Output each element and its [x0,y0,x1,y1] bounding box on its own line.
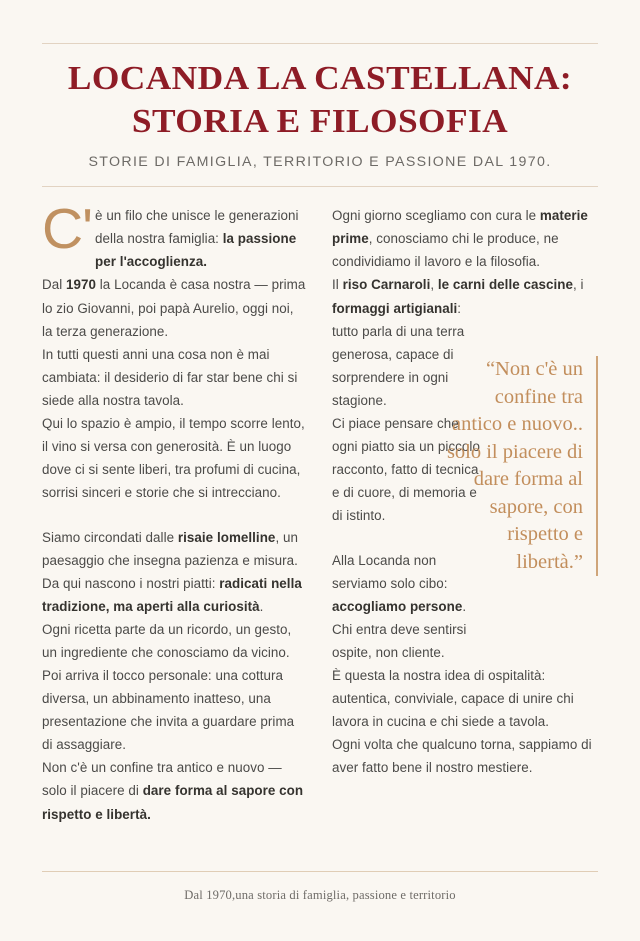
right-p1-text-a: Ogni giorno scegliamo con cura le [332,208,540,224]
page-subtitle: STORIE DI FAMIGLIA, TERRITORIO E PASSIONE DAL 1970. [88,154,552,171]
right-p2-text-c: , i [572,277,584,293]
article-columns [42,197,598,825]
right-p1-bold: materie prime [332,208,588,247]
drop-cap: C' [42,197,93,262]
footer-divider [42,871,598,872]
page-footer [42,871,598,903]
left-p1-text: è un filo che unisce le generazioni della nostra famiglia: [95,208,299,247]
left-p6-bold: radicati nella tradizione, ma aperti alla curiosità [42,576,302,615]
right-paragraph-3: tutto parla di una terra generosa, capace di sorprendere in ogni stagione. [332,323,465,408]
right-p1-text-b: , conosciamo chi le produce, ne condividiamo il lavoro e la filosofia. [332,231,559,270]
right-p2-bold-3: formaggi artigianali [332,300,458,316]
left-paragraph-5 [42,526,306,572]
masthead [42,44,598,170]
left-paragraph-2 [42,273,306,342]
left-paragraph-9 [42,756,306,825]
right-paragraph-1 [332,204,596,273]
left-p2-text-b: la Locanda è casa nostra — prima lo zio Giovanni, poi papà Aurelio, oggi noi, la terza generazione. [42,277,306,339]
left-paragraph-6 [42,572,306,618]
left-p2-text-a: Dal [42,277,67,293]
left-paragraph-8: Poi arriva il tocco personale: una cottura diversa, un abbinamento inatteso, una presentazione che invita a guardare prima di assaggiare. [42,668,295,753]
left-p6-text-b: . [259,599,264,615]
right-p2-text-b: , [430,277,438,293]
left-column [42,197,306,825]
right-p5-text-a: Alla Locanda non serviamo solo cibo: [332,553,448,592]
footer-text: Dal 1970,una storia di famiglia, passione e territorio [184,888,456,902]
right-p5-bold: accogliamo persone [332,599,463,615]
header-bottom-divider [42,186,598,187]
left-paragraph-1 [42,197,306,273]
right-p2-bold-2: le carni delle cascine [437,277,573,293]
title-line-1: LOCANDA LA CASTELLANA: [67,60,573,97]
right-paragraph-4: Ci piace pensare che ogni piatto sia un piccolo racconto, fatto di tecnica e di cuore, di memoria e di istinto. [332,415,480,523]
right-p2-bold-1: riso Carnaroli [342,277,431,293]
pull-quote: “Non c'è un confine tra antico e nuovo.. solo il piacere di dare forma al sapore, con rispetto e libertà.” [446,356,598,576]
paragraph-spacer [42,504,306,526]
page-title [31,57,609,143]
right-paragraph-7: È questa la nostra idea di ospitalità: autentica, conviviale, capace di unire chi lavora in cucina e chi siede a tavola. [332,668,574,730]
right-p2-text-d: : [457,300,462,316]
left-p2-year: 1970 [66,277,97,293]
left-p5-text-a: Siamo circondati dalle [42,529,178,545]
left-p9-text-a: Non c'è un confine tra antico e nuovo — solo il piacere di [42,760,282,799]
right-paragraph-6: Chi entra deve sentirsi ospite, non cliente. [332,622,467,661]
right-paragraph-2 [332,273,596,319]
left-paragraph-4: Qui lo spazio è ampio, il tempo scorre lento, il vino si versa con generosità. È un luogo dove ci si sente liberi, tra profumi di cucina, sorrisi sinceri e storie che si intrecciano. [42,415,305,500]
title-line-2: STORIA E FILOSOFIA [131,103,509,141]
right-p5-text-b: . [462,599,467,615]
right-paragraph-8: Ogni volta che qualcuno torna, sappiamo di aver fatto bene il nostro mestiere. [332,737,592,776]
left-paragraph-3: In tutti questi anni una cosa non è mai cambiata: il desiderio di far star bene chi si siede alla nostra tavola. [42,346,298,408]
left-p1-bold: la passione per l'accoglienza. [95,231,297,270]
left-p9-bold: dare forma al sapore con rispetto e libertà. [42,783,304,822]
right-p2-text-a: Il [332,277,343,293]
left-p5-text-b: , un paesaggio che insegna pazienza e misura. [42,529,298,568]
document-page [0,43,640,941]
left-paragraph-7: Ogni ricetta parte da un ricordo, un gesto, un ingrediente che conosciamo da vicino. [42,622,292,661]
left-p5-bold: risaie lomelline [177,529,276,545]
left-p6-text-a: Da qui nascono i nostri piatti: [42,576,220,592]
